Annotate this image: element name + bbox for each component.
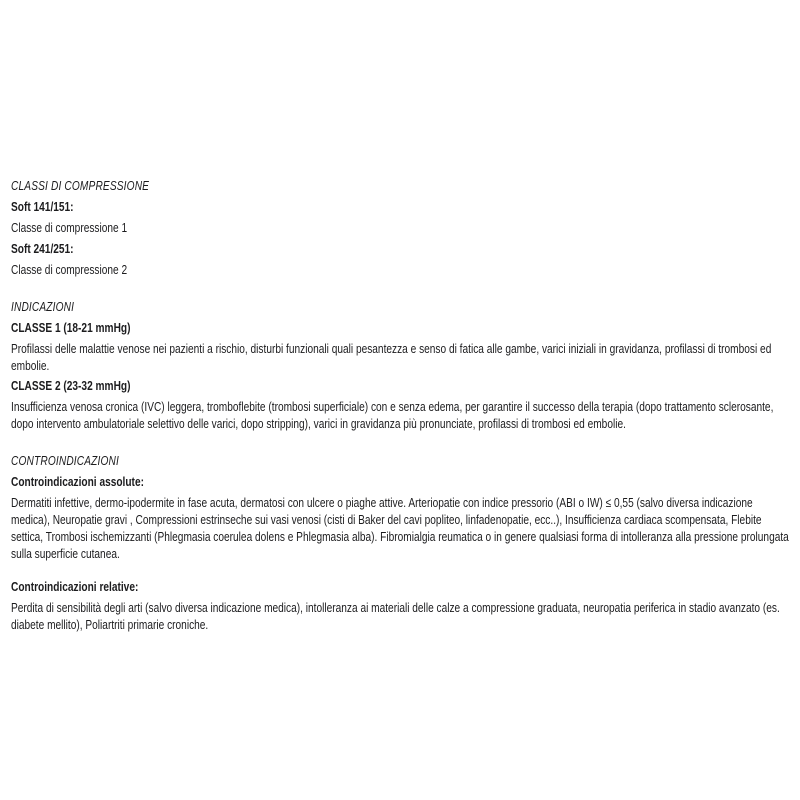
item-label-classe-1: CLASSE 1 (18-21 mmHg) — [11, 320, 131, 335]
section-heading-controindicazioni: CONTROINDICAZIONI — [11, 453, 119, 468]
item-text-compression-class-1: Classe di compressione 1 — [11, 220, 128, 235]
section-indications — [11, 298, 791, 432]
item-paragraph-absolute-contraindications: Dermatiti infettive, dermo-ipodermite in fase acuta, dermatosi con ulcere o piaghe attive. Arteriopatie con indice pressorio (ABI o IW) ≤ 0,55 (salvo diversa indicazione medica), Neuropatie gravi , Compressioni estrinseche sui vasi venosi (cisti di Baker del cavi popliteo, linfadenopatie, ecc..), Insufficienza cardiaca scompensata, Flebite settica, Trombosi ischemizzanti (Phlegmasia coerulea dolens e Phlegmasia alba). Fibromialgia reumatica o in genere qualsiasi forma di intolleranza alla pressione prolungata sulla superficie cutanea. — [11, 495, 789, 561]
product-info-document — [11, 177, 791, 636]
item-paragraph-classe-1-indications: Profilassi delle malattie venose nei pazienti a rischio, disturbi funzionali quali pesantezza e senso di fatica alle gambe, varici iniziali in gravidanza, profilassi di trombosi ed embolie. — [11, 341, 772, 373]
section-heading-indicazioni: INDICAZIONI — [11, 299, 75, 314]
section-compression-classes — [11, 177, 791, 278]
item-paragraph-relative-contraindications: Perdita di sensibilità degli arti (salvo diversa indicazione medica), intolleranza ai materiali delle calze a compressione graduata, neuropatia periferica in stadio avanzato (es. diabete mellito), Poliartriti primarie croniche. — [11, 600, 780, 632]
item-label-soft-241-251: Soft 241/251: — [11, 241, 74, 256]
item-paragraph-classe-2-indications: Insufficienza venosa cronica (IVC) leggera, tromboflebite (trombosi superficiale) con e senza edema, per garantire il successo della terapia (dopo trattamento sclerosante, dopo intervento ambulatoriale selettivo delle varici, dopo stripping), varici in gravidanza più pronunciate, profilassi di trombosi ed embolie. — [11, 399, 774, 431]
item-label-soft-141-151: Soft 141/151: — [11, 199, 74, 214]
section-contraindications — [11, 452, 791, 633]
item-label-absolute-contraindications: Controindicazioni assolute: — [11, 474, 144, 489]
item-label-classe-2: CLASSE 2 (23-32 mmHg) — [11, 378, 131, 393]
item-label-relative-contraindications: Controindicazioni relative: — [11, 579, 139, 594]
section-heading-classi-di-compressione: CLASSI DI COMPRESSIONE — [11, 178, 150, 193]
item-text-compression-class-2: Classe di compressione 2 — [11, 262, 128, 277]
